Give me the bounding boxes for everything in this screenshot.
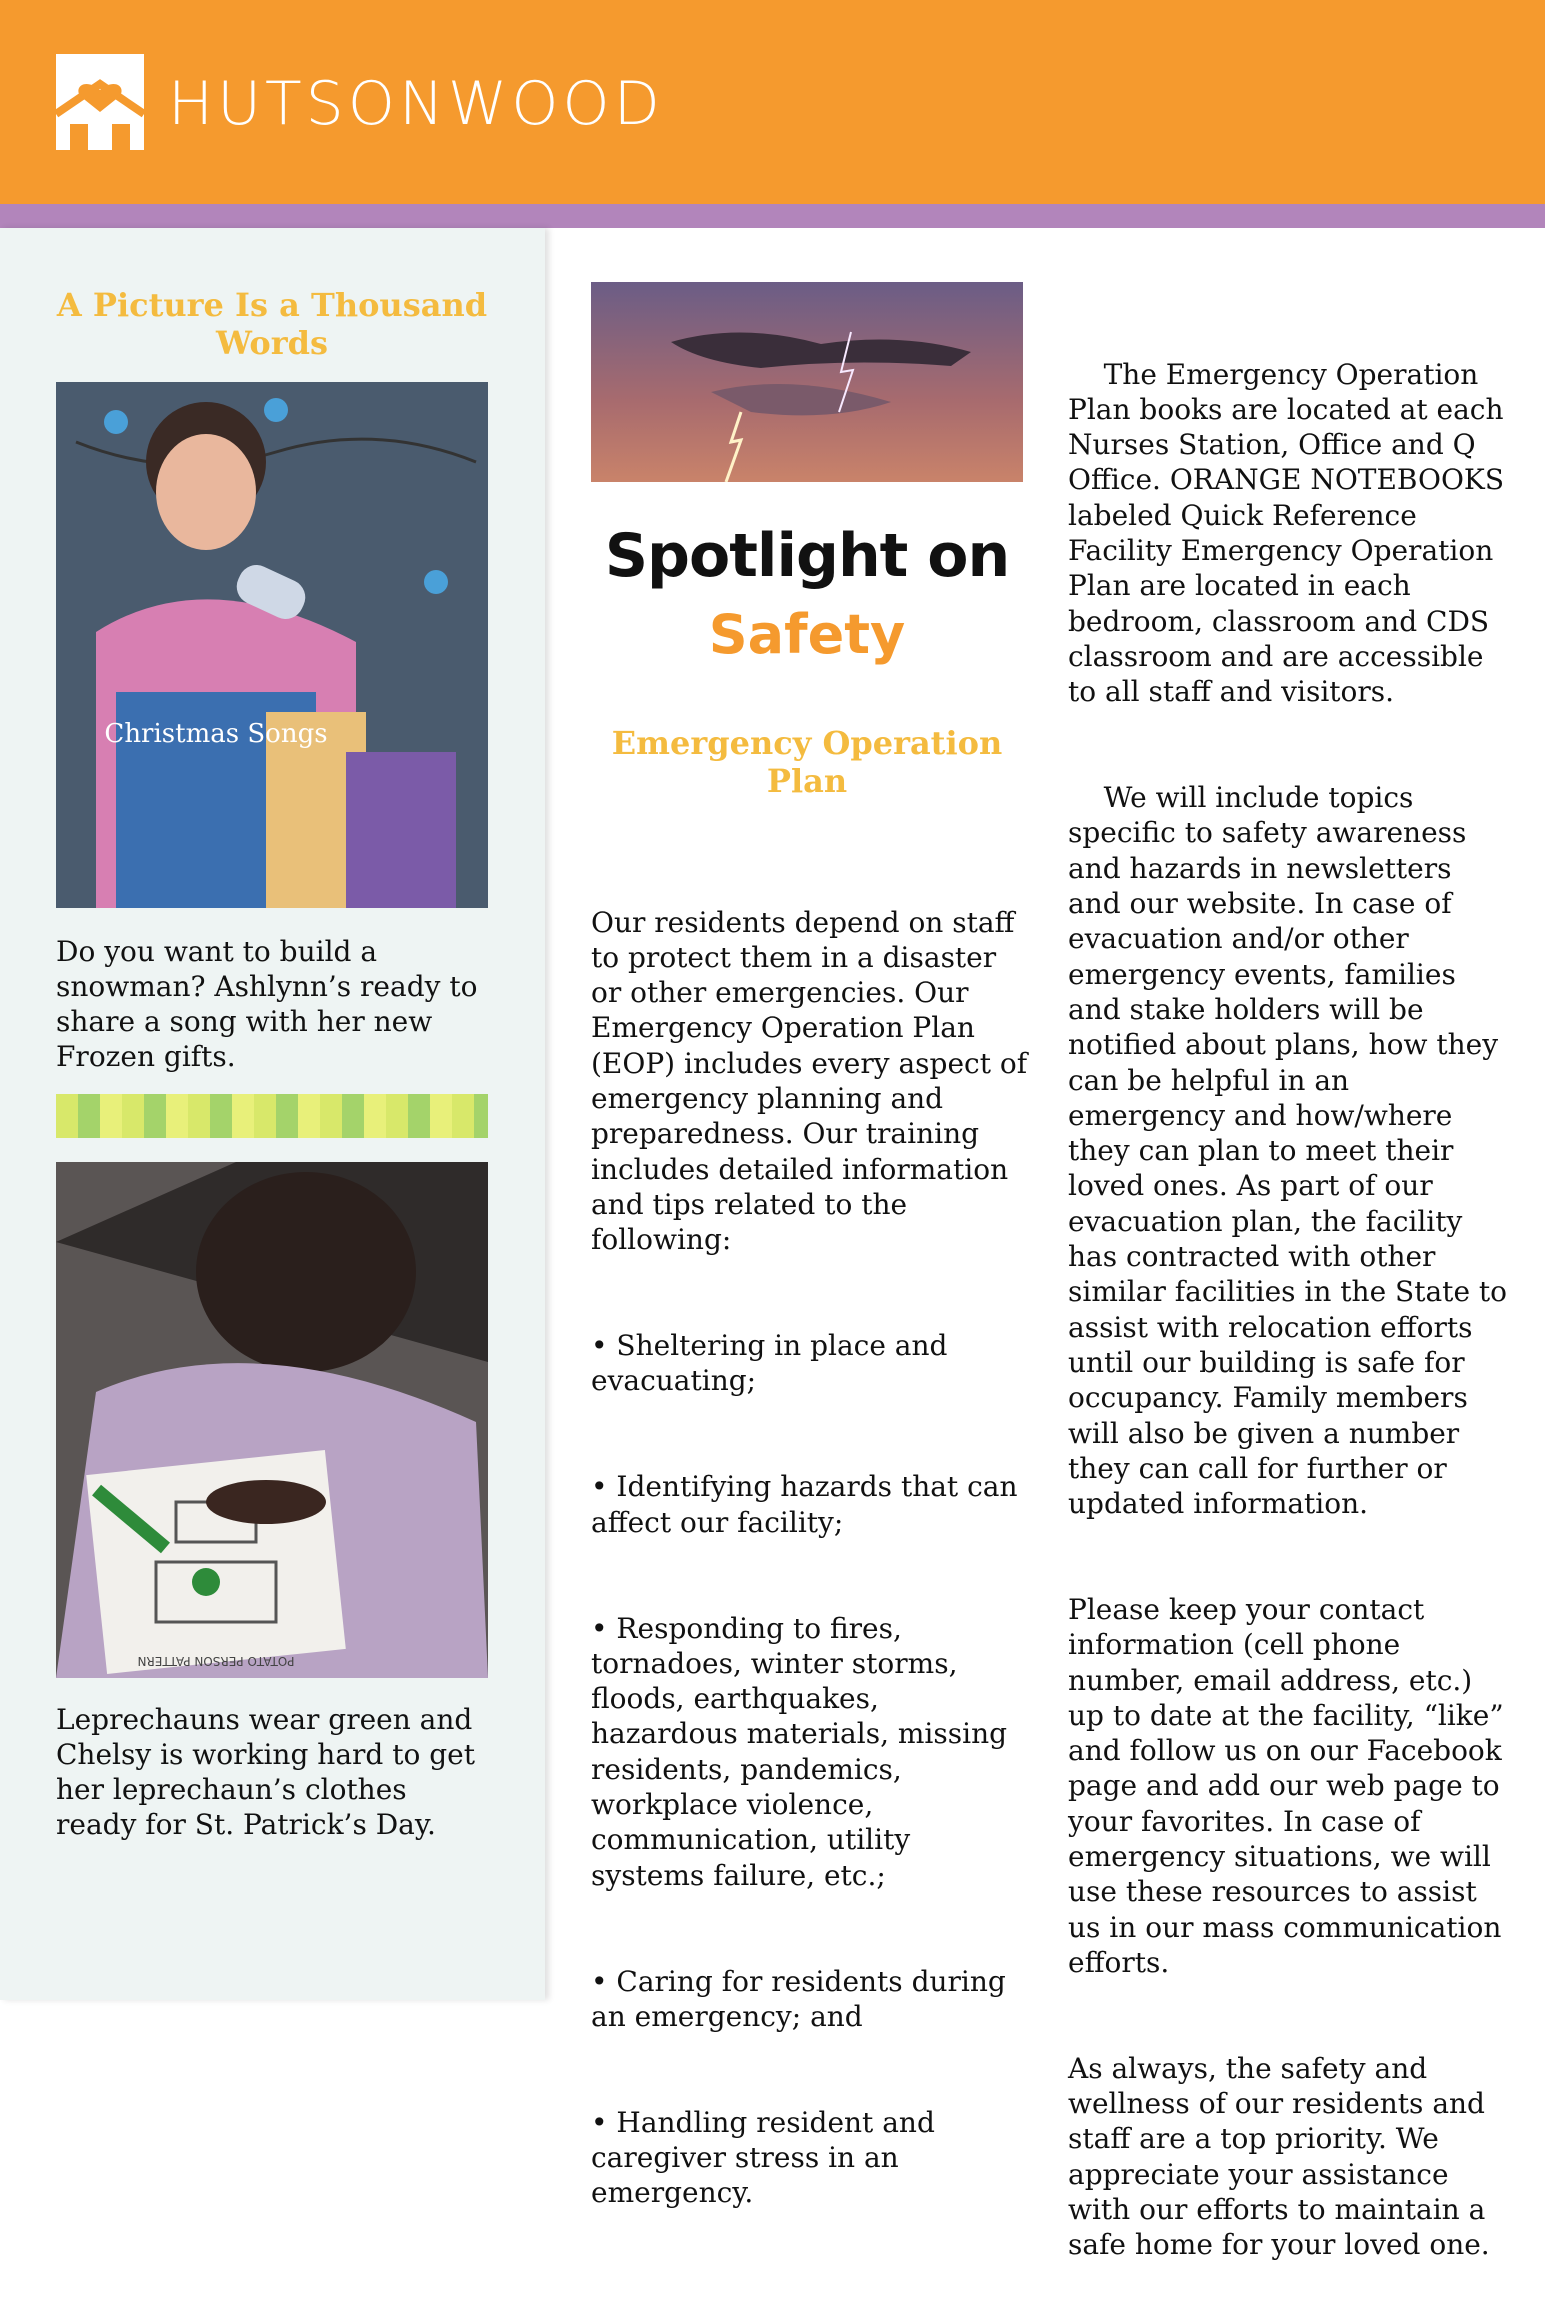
eop-list-item: • Handling resident and caregiver stress in an emergency. <box>591 2105 944 2210</box>
photo-chelsy <box>56 1162 488 1678</box>
eop-title: Emergency Operation Plan <box>611 724 1003 800</box>
paragraph: Please keep your contact information (cell phone number, email address, etc.) up to date at the facility, “like” and follow us on our Facebook page and add our web page to your favorites. In case of emergency situations, we will use these resources to assist us in our mass communication efforts. <box>1068 1592 1513 1979</box>
brand-name: HUTSONWOOD <box>168 69 664 139</box>
sidebar-title: A Picture Is a Thousand Words <box>56 286 488 362</box>
book-title-text: Christmas Songs <box>104 719 328 749</box>
paragraph: We will include topics specific to safety awareness and hazards in newsletters and our website. In case of evacuation and/or other emergency events, families and stake holders will be notified about plans, how they can be helpful in an emergency and how/where they can plan to meet their loved ones. As part of our evacuation plan, the facility has contracted with other similar facilities in the State to assist with relocation efforts until our building is safe for occupancy. Family members will also be given a number they can call for further or updated information. <box>1068 781 1516 1521</box>
eop-list-item: • Caring for residents during an emergency; and <box>591 1964 1015 2033</box>
worksheet-label: POTATO PERSON PATTERN <box>137 1654 295 1668</box>
paragraph: The Emergency Operation Plan books are located at each Nurses Station, Office and Q Office. ORANGE NOTEBOOKS labeled Quick Reference Facility Emergency Operation Plan are located in each bedroom, classroom and CDS classroom and are accessible to all staff and visitors. <box>1068 357 1513 709</box>
eop-list-item: • Sheltering in place and evacuating; <box>591 1329 957 1398</box>
photo-chelsy-image <box>56 1162 488 1678</box>
photo-ashlynn <box>56 382 488 908</box>
shamrock-divider <box>56 1094 488 1138</box>
eop-body <box>591 834 1036 2246</box>
right-column <box>1068 286 1516 2298</box>
photo-ashlynn-image <box>56 382 488 908</box>
eop-list-item: • Responding to fires, tornadoes, winter storms, floods, earthquakes, hazardous materials, missing residents, pandemics, workplace violence, communication, utility systems failure, etc.; <box>591 1611 1016 1892</box>
header-banner <box>0 0 1545 204</box>
sidebar <box>0 228 545 2000</box>
safety-heading: Safety <box>708 603 906 666</box>
paragraph: As always, the safety and wellness of our residents and staff are a top priority. We appreciate your assistance with our efforts to maintain a safe home for your loved one. <box>1068 2051 1495 2262</box>
eop-intro: Our residents depend on staff to protect them in a disaster or other emergencies. Our Emergency Operation Plan (EOP) includes every aspect of emergency planning and preparedness. Our training includes detailed information and tips related to the following: <box>591 905 1036 1257</box>
lightning-storm-image <box>591 282 1023 482</box>
eop-list-item: • Identifying hazards that can affect our facility; <box>591 1470 1027 1539</box>
header-stripe <box>0 204 1545 228</box>
photo-caption-1: Do you want to build a snowman? Ashlynn’s ready to share a song with her new Frozen gifts. <box>56 935 478 1073</box>
house-heart-icon <box>56 54 144 150</box>
photo-caption-2: Leprechauns wear green and Chelsy is working hard to get her leprechaun’s clothes ready for St. Patrick’s Day. <box>56 1703 475 1841</box>
spotlight-heading: Spotlight on <box>604 521 1010 591</box>
